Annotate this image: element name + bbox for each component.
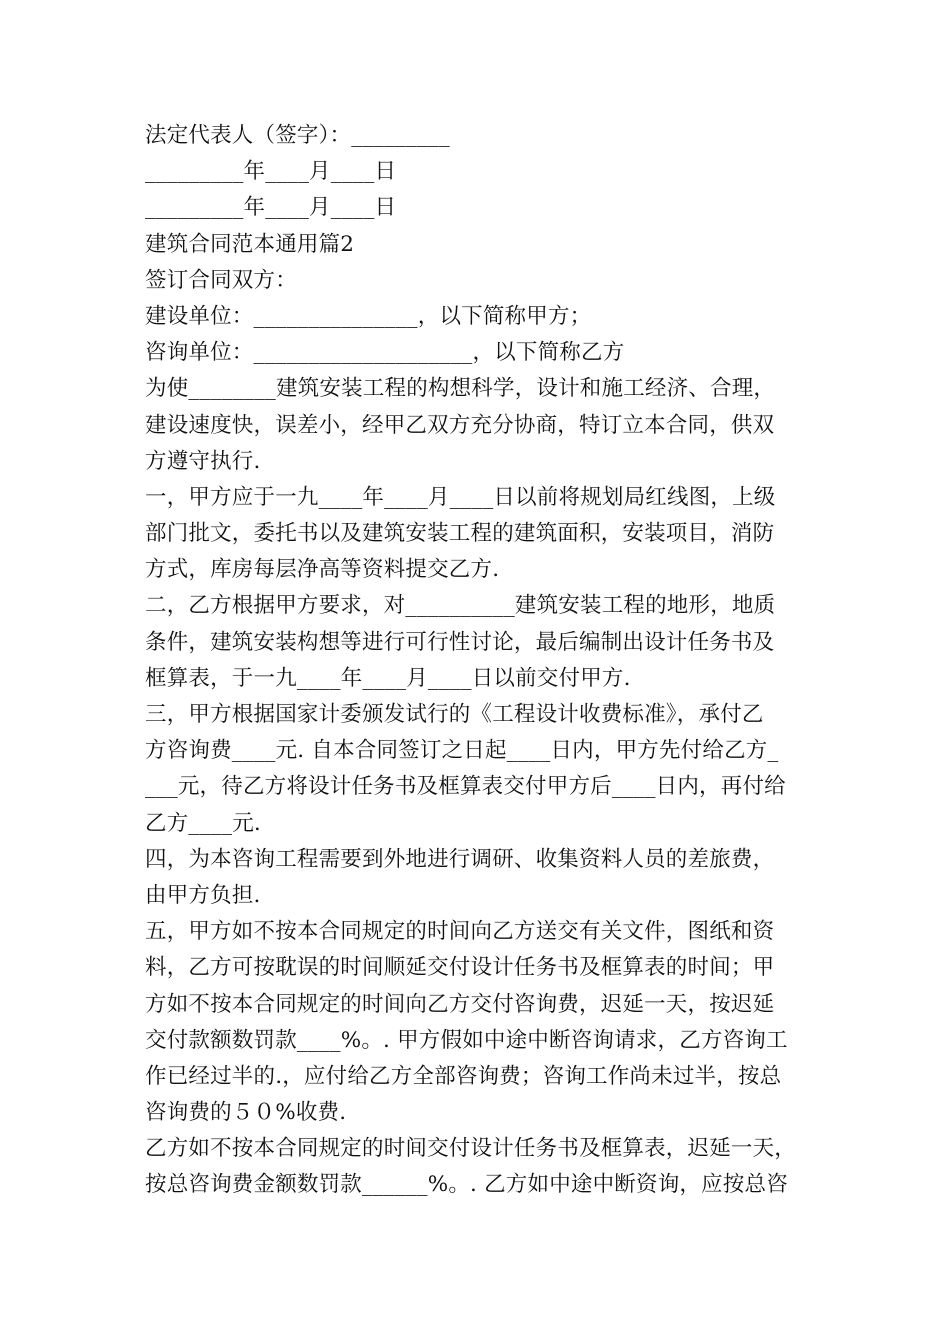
text-line: 建设单位：_______________，以下简称甲方； — [145, 303, 592, 329]
clause-line: 乙方如不按本合同规定的时间交付设计任务书及框算表，迟延一天， — [145, 1136, 797, 1162]
clause-line: 三，甲方根据国家计委颁发试行的《工程设计收费标准》，承付乙 — [145, 702, 764, 727]
clause-line: 方咨询费____元. 自本合同签订之日起____日内，甲方先付给乙方_ — [145, 738, 779, 764]
text-line: 方遵守执行. — [145, 448, 261, 474]
clause-line: 四，为本咨询工程需要到外地进行调研、收集资料人员的差旅费， — [145, 846, 775, 872]
clause-line: 作已经过半的.，应付给乙方全部咨询费；咨询工作尚未过半，按总 — [145, 1063, 782, 1089]
clause-line: 咨询费的５０%收费. — [145, 1100, 347, 1126]
text-line: 为使________建筑安装工程的构想科学，设计和施工经济、合理， — [145, 376, 776, 402]
clause-line: 乙方____元. — [145, 810, 261, 836]
clause-line: 框算表，于一九____年____月____日以前交付甲方. — [145, 665, 631, 691]
clause-line: 条件，建筑安装构想等进行可行性讨论，最后编制出设计任务书及 — [145, 629, 775, 655]
clause-line: 部门批文，委托书以及建筑安装工程的建筑面积，安装项目，消防 — [145, 521, 775, 547]
date-line: _________年____月____日 — [145, 159, 397, 185]
date-line: _________年____月____日 — [145, 195, 397, 221]
clause-line: 方式，库房每层净高等资料提交乙方. — [145, 557, 500, 583]
clause-line: 交付款额数罚款____%。. 甲方假如中途中断咨询请求，乙方咨询工 — [145, 1027, 788, 1053]
clause-line: 按总咨询费金额数罚款______%。. 乙方如中途中断资询，应按总咨 — [145, 1172, 788, 1198]
document-body — [145, 118, 845, 1204]
section-title: 建筑合同范本通用篇2 — [145, 231, 355, 257]
signature-line: 法定代表人（签字）：_________ — [145, 123, 450, 148]
text-line: 签订合同双方： — [145, 267, 297, 293]
text-line: 咨询单位：____________________，以下简称乙方 — [145, 340, 625, 366]
clause-line: ___元，待乙方将设计任务书及框算表交付甲方后____日内，再付给 — [145, 774, 786, 800]
clause-line: 五，甲方如不按本合同规定的时间向乙方送交有关文件，图纸和资 — [145, 919, 775, 945]
clause-line: 由甲方负担. — [145, 882, 261, 908]
clause-line: 方如不按本合同规定的时间向乙方交付咨询费，迟延一天，按迟延 — [145, 991, 775, 1017]
clause-line: 料，乙方可按耽误的时间顺延交付设计任务书及框算表的时间；甲 — [145, 955, 775, 981]
text-line: 建设速度快，误差小，经甲乙双方充分协商，特订立本合同，供双 — [145, 412, 775, 438]
clause-line: 一，甲方应于一九____年____月____日以前将规划局红线图，上级 — [145, 484, 776, 510]
clause-line: 二，乙方根据甲方要求，对__________建筑安装工程的地形，地质 — [145, 593, 776, 619]
